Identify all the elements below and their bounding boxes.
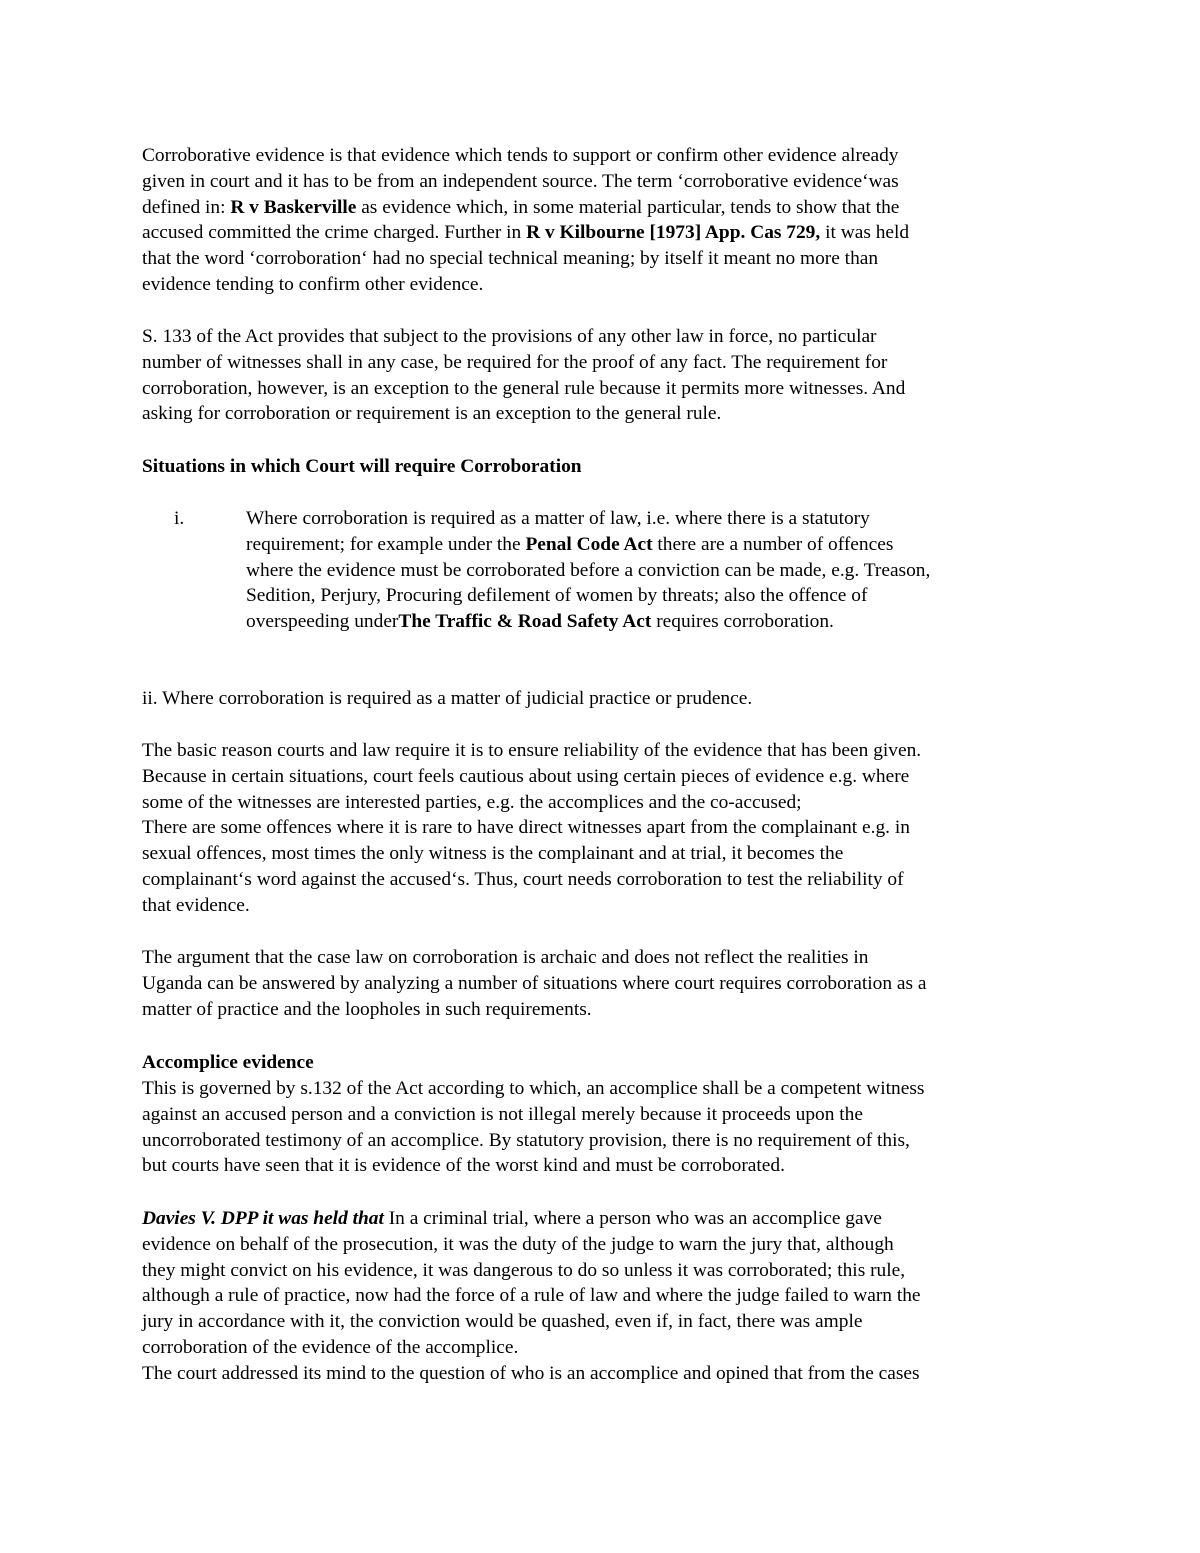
text-line: The basic reason courts and law require it is to ensure reliability of the evidence that has been given. — [142, 740, 922, 761]
paragraph-section-133 — [142, 324, 1067, 427]
text-line: given in court and it has to be from an independent source. The term ‘corroborative evidence‘was — [142, 170, 899, 192]
text-line: The court addressed its mind to the question of who is an accomplice and opined that from the cases — [142, 1362, 920, 1384]
text-line: Because in certain situations, court feels cautious about using certain pieces of evidence e.g. where — [142, 765, 910, 787]
text-line: accused committed the crime charged. Further in R v Kilbourne [1973] App. Cas 729, it was held — [142, 222, 910, 244]
text-line: matter of practice and the loopholes in such requirements. — [142, 998, 592, 1020]
text-line: complainant‘s word against the accused‘s. Thus, court needs corroboration to test the reliability of — [142, 868, 904, 890]
paragraph-section-132 — [142, 1076, 1067, 1179]
text-line: corroboration, however, is an exception to the general rule because it permits more witnesses. And — [142, 377, 906, 399]
list-number: i. — [174, 508, 185, 529]
statute-traffic-act: The Traffic & Road Safety Act — [398, 611, 652, 633]
paragraph-argument — [142, 945, 1067, 1022]
text-line: Uganda can be answered by analyzing a number of situations where court requires corroboration as a — [142, 972, 927, 994]
text-line: S. 133 of the Act provides that subject to the provisions of any other law in force, no particular — [142, 326, 877, 347]
text-line: overspeeding underThe Traffic & Road Safety Act requires corroboration. — [246, 611, 834, 633]
text-line: corroboration of the evidence of the accomplice. — [142, 1336, 519, 1358]
text-line: some of the witnesses are interested parties, e.g. the accomplices and the co-accused; — [142, 791, 802, 813]
paragraph-basic-reason — [142, 738, 1067, 919]
text-line: that evidence. — [142, 894, 250, 916]
text-line: Sedition, Perjury, Procuring defilement of women by threats; also the offence of — [246, 585, 868, 607]
text-line: they might convict on his evidence, it was dangerous to do so unless it was corroborated; this rule, — [142, 1259, 906, 1281]
text-line: evidence on behalf of the prosecution, it was the duty of the judge to warn the jury that, although — [142, 1233, 894, 1255]
statute-penal-code: Penal Code Act — [525, 533, 653, 555]
text-line: jury in accordance with it, the conviction would be quashed, even if, in fact, there was ample — [142, 1311, 863, 1333]
case-name-baskerville: R v Baskerville — [230, 196, 357, 218]
text-line: Where corroboration is required as a matter of law, i.e. where there is a statutory — [246, 508, 870, 529]
case-name-kilbourne: R v Kilbourne [1973] App. Cas 729, — [526, 222, 821, 244]
list-item-ii: ii. Where corroboration is required as a matter of judicial practice or prudence. — [142, 688, 753, 709]
text-line: Corroborative evidence is that evidence which tends to support or confirm other evidence already — [142, 145, 899, 166]
text-line: although a rule of practice, now had the force of a rule of law and where the judge failed to warn the — [142, 1285, 921, 1307]
text-line: This is governed by s.132 of the Act according to which, an accomplice shall be a competent witness — [142, 1078, 925, 1099]
text-line: defined in: R v Baskerville as evidence which, in some material particular, tends to show that the — [142, 196, 900, 218]
text-line: but courts have seen that it is evidence of the worst kind and must be corroborated. — [142, 1155, 785, 1177]
text-line: The argument that the case law on corroboration is archaic and does not reflect the realities in — [142, 947, 869, 968]
list-item-body — [246, 506, 1066, 635]
text-line: evidence tending to confirm other evidence. — [142, 273, 484, 295]
section-heading-accomplice: Accomplice evidence — [142, 1052, 314, 1073]
case-name-davies: Davies V. DPP it was held that — [142, 1208, 384, 1229]
text-line: against an accused person and a conviction is not illegal merely because it proceeds upon the — [142, 1103, 863, 1125]
text-line: Davies V. DPP it was held that In a criminal trial, where a person who was an accomplice gave — [142, 1208, 882, 1229]
paragraph-corroborative-definition — [142, 143, 1067, 298]
text-line: uncorroborated testimony of an accomplice. By statutory provision, there is no requirement of this, — [142, 1129, 910, 1151]
text-line: that the word ‘corroboration‘ had no special technical meaning; by itself it meant no more than — [142, 248, 879, 270]
text-line: requirement; for example under the Penal Code Act there are a number of offences — [246, 533, 894, 555]
text-line: sexual offences, most times the only witness is the complainant and at trial, it becomes the — [142, 843, 844, 865]
text-line: There are some offences where it is rare to have direct witnesses apart from the complainant e.g. in — [142, 817, 910, 839]
paragraph-davies-v-dpp — [142, 1206, 1067, 1387]
text-line: where the evidence must be corroborated before a conviction can be made, e.g. Treason, — [246, 559, 931, 581]
text-line: asking for corroboration or requirement is an exception to the general rule. — [142, 403, 722, 425]
section-heading-situations: Situations in which Court will require Corroboration — [142, 456, 582, 477]
text-line: number of witnesses shall in any case, be required for the proof of any fact. The requirement for — [142, 351, 888, 373]
